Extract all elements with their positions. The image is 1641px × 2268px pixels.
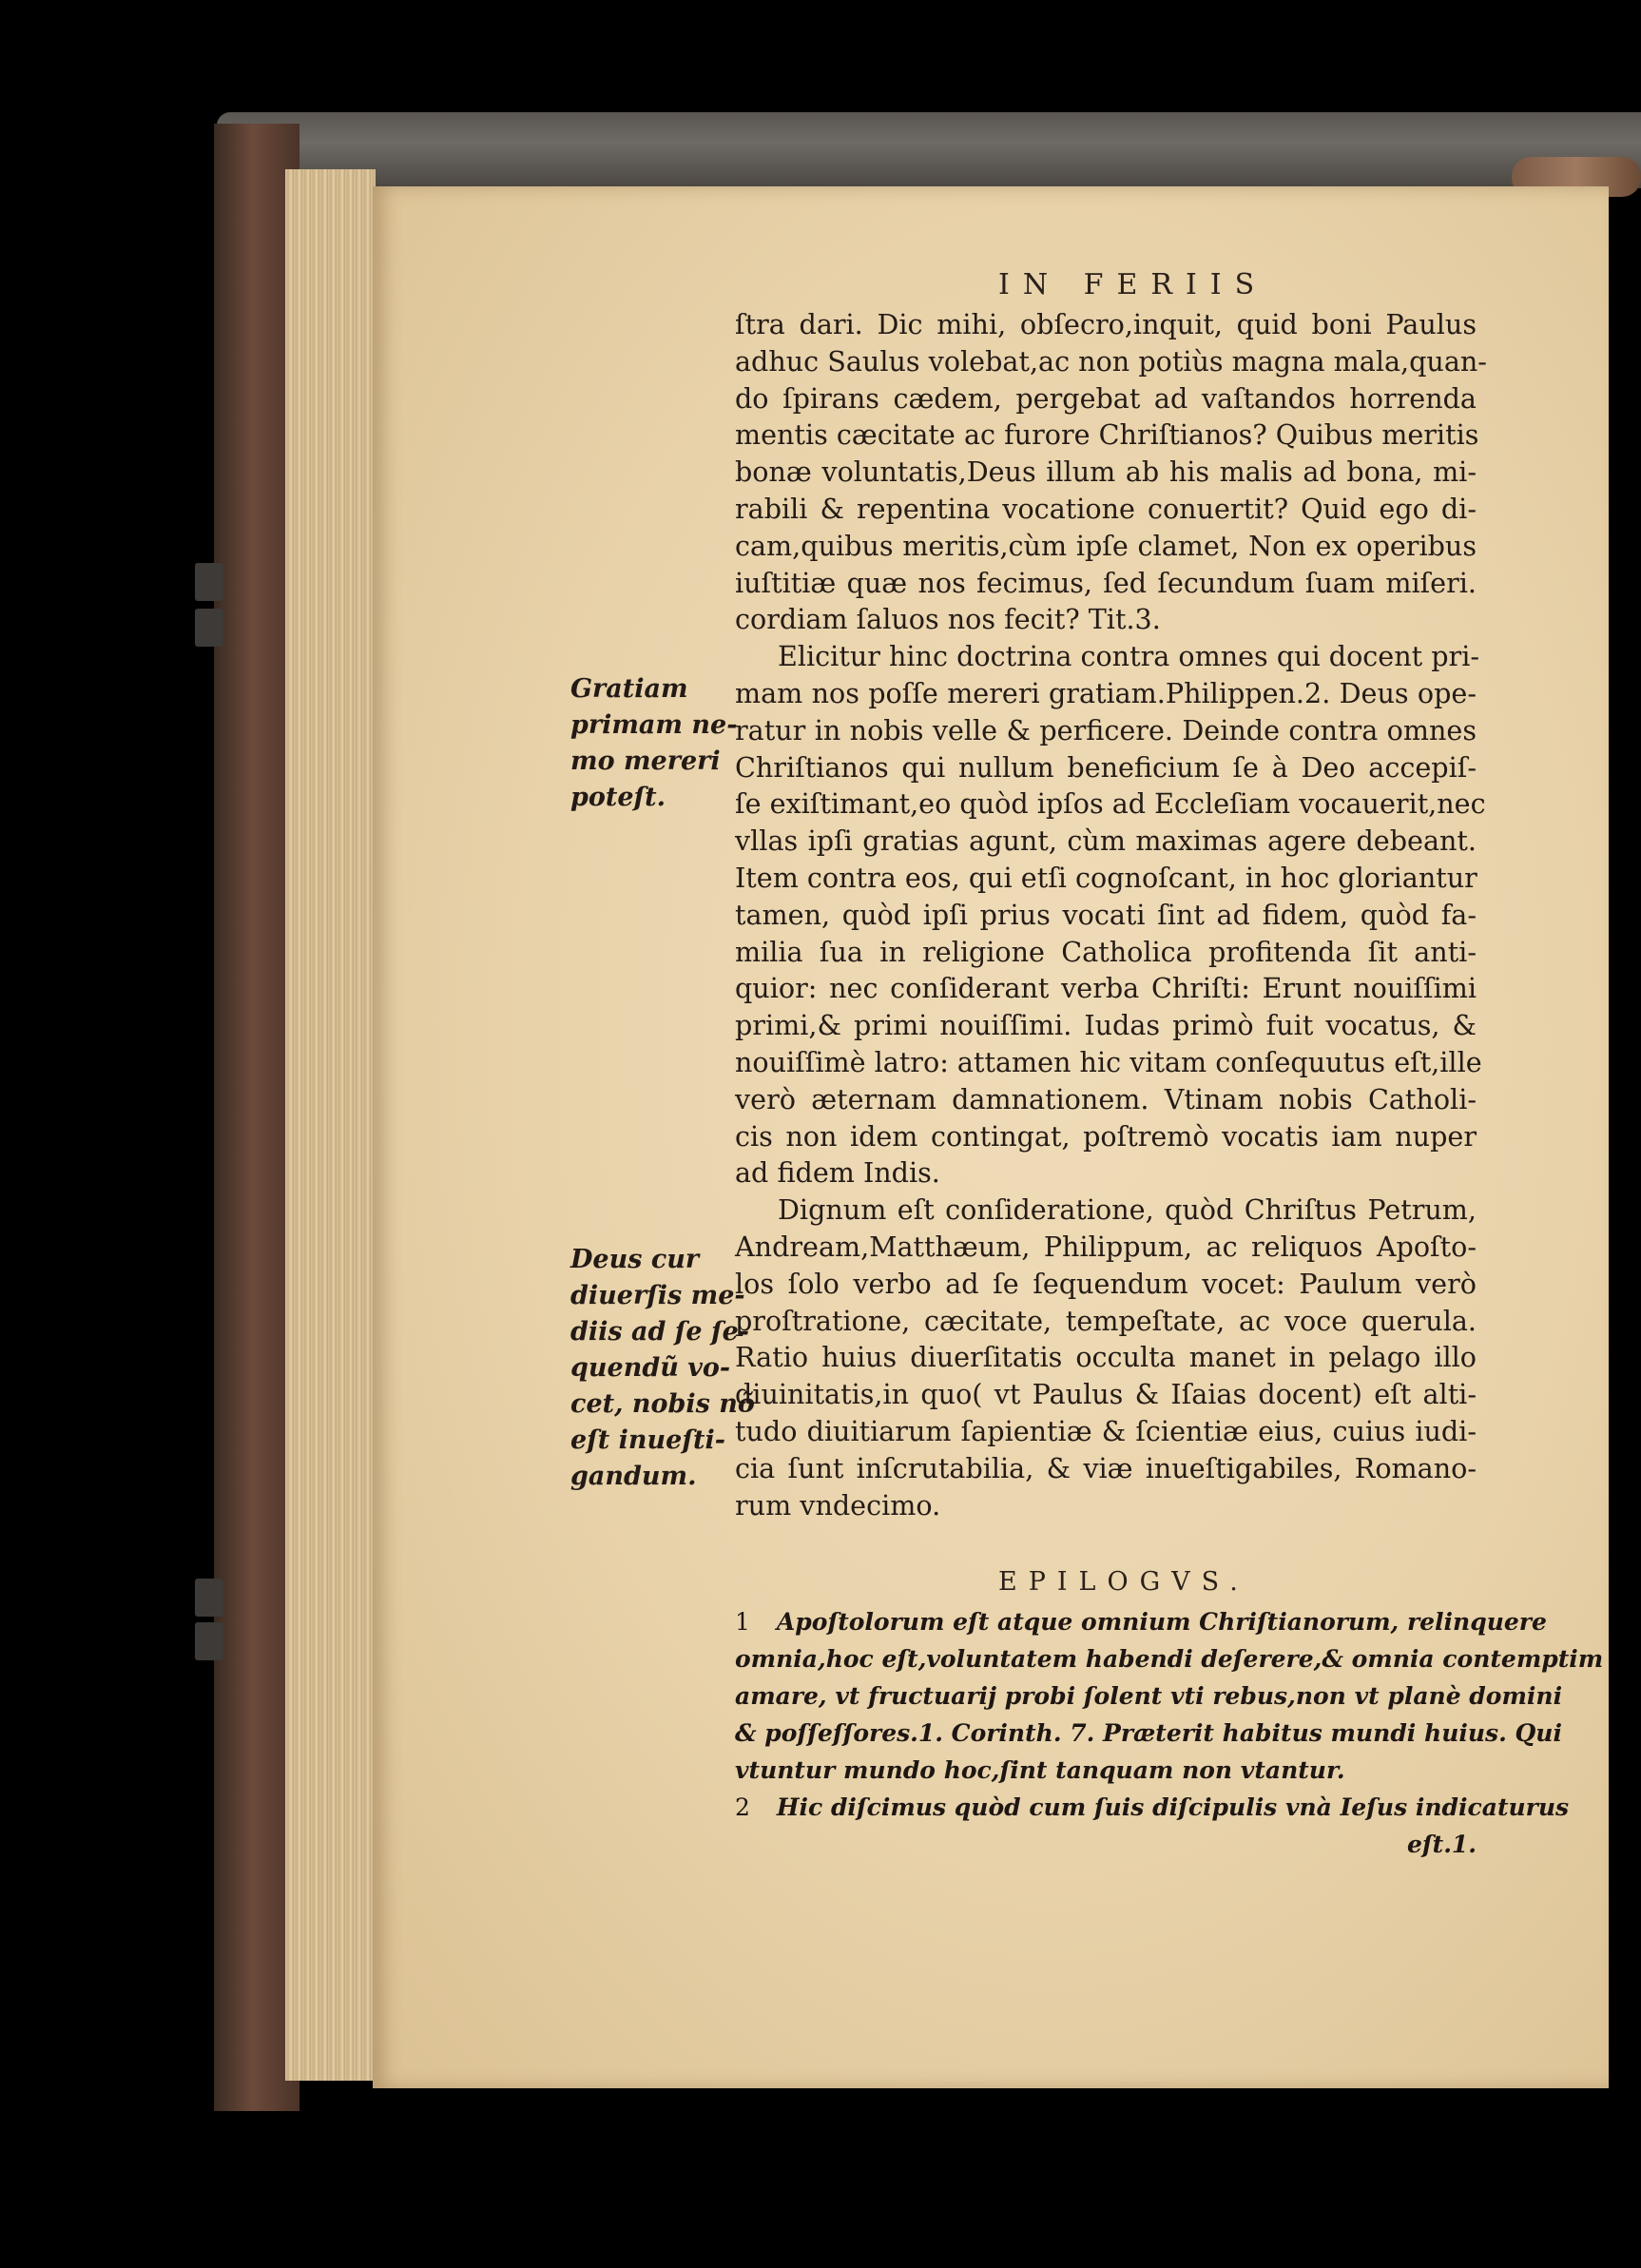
marginal-note xyxy=(570,671,738,816)
text-line: verò æternam damnationem. Vtinam nobis Catholi- xyxy=(735,1082,1477,1115)
paragraph xyxy=(735,306,1487,638)
marginal-line: primam ne- xyxy=(570,710,738,740)
epilogue-item xyxy=(735,1603,1604,1789)
marginal-line: Gratiam xyxy=(570,674,688,704)
epilogue-number: 1 xyxy=(735,1608,750,1636)
marginal-line: poteſt. xyxy=(570,783,666,812)
text-line: adhuc Saulus volebat,ac non potiùs magna mala,quan- xyxy=(735,344,1487,378)
text-line: tamen, quòd ipſi prius vocati ſint ad fidem, quòd fa- xyxy=(735,898,1477,931)
text-line: milia ſua in religione Catholica profitenda ſit anti- xyxy=(735,935,1477,968)
spine-tie xyxy=(195,609,223,647)
marginal-line: mo mereri xyxy=(570,746,721,776)
marginal-line: Deus cur xyxy=(570,1245,700,1274)
text-line: ſe exiſtimant,eo quòd ipſos ad Eccleſiam vocauerit,nec xyxy=(735,787,1486,821)
text-line: iuſtitiæ quæ nos fecimus, ſed ſecundum ſuam miſeri. xyxy=(735,566,1477,599)
text-line: ſtra dari. Dic mihi, obſecro,inquit, quid boni Paulus xyxy=(735,308,1477,340)
epilogue-title: EPILOGVS. xyxy=(998,1567,1249,1597)
epilogue-text: Apoſtolorum eſt atque omnium Chriſtianorum, relinquere xyxy=(776,1608,1547,1636)
epilogue-line: & poſſeſſores.1. Corinth. 7. Præterit habitus mundi huius. Qui xyxy=(735,1719,1562,1747)
marginal-line: quendũ vo- xyxy=(570,1353,731,1383)
epilogue-line xyxy=(735,1789,1570,1826)
epilogue-number: 2 xyxy=(735,1793,750,1821)
text-line: bonæ voluntatis,Deus illum ab his malis ad bona, mi- xyxy=(735,456,1477,489)
paragraph xyxy=(735,638,1486,1192)
text-line: cis non idem contingat, poſtremò vocatis iam nuper xyxy=(735,1119,1477,1153)
epilogue-line: amare, vt fructuarij probi ſolent vti rebus,non vt planè domini xyxy=(735,1682,1563,1710)
epilogue-line: vtuntur mundo hoc,ſint tanquam non vtantur. xyxy=(735,1756,1345,1784)
marginal-line: gandum. xyxy=(570,1462,697,1491)
book-cover-top-edge xyxy=(217,112,1641,188)
marginal-line: eſt inueſti- xyxy=(570,1425,725,1455)
epilogue-line xyxy=(735,1603,1547,1640)
text-line: vllas ipſi gratias agunt, cùm maximas agere debeant. xyxy=(735,824,1477,858)
marginal-line: cet, nobis nõ xyxy=(570,1389,755,1419)
epilogue-text: Hic diſcimus quòd cum ſuis diſcipulis vnà Ieſus indicaturus xyxy=(776,1793,1570,1821)
text-line: ratur in nobis velle & perficere. Deinde contra omnes xyxy=(735,713,1477,746)
text-line: rum vndecimo. xyxy=(735,1488,941,1522)
text-line: cia ſunt inſcrutabilia, & viæ inueſtigabiles, Romano- xyxy=(735,1451,1477,1484)
epilogue xyxy=(735,1603,1604,1863)
text-line: quior: nec conſiderant verba Chriſti: Erunt nouiſſimi xyxy=(735,972,1477,1005)
spine-tie xyxy=(195,1622,223,1660)
marginal-line: diis ad ſe ſe- xyxy=(570,1317,749,1347)
text-line: cordiam ſaluos nos fecit? Tit.3. xyxy=(735,603,1161,636)
text-line: los ſolo verbo ad ſe ſequendum vocet: Paulum verò xyxy=(735,1267,1477,1300)
text-line: Ratio huius diuerſitatis occulta manet in pelago illo xyxy=(735,1341,1477,1374)
text-line: Chriſtianos qui nullum beneficium ſe à Deo accepiſ- xyxy=(735,750,1477,784)
paragraph xyxy=(735,1192,1477,1523)
text-line: tudo diuitiarum ſapientiæ & ſcientiæ eius, cuius iudi- xyxy=(735,1414,1477,1447)
marginal-note xyxy=(570,1242,755,1495)
text-line: Item contra eos, qui etſi cognoſcant, in hoc gloriantur xyxy=(735,861,1477,894)
page-edges xyxy=(285,169,376,2081)
body-text xyxy=(735,306,1487,1523)
marginal-line: diuerſis me- xyxy=(570,1281,745,1310)
text-line: nouiſſimè latro: attamen hic vitam conſequutus eſt,ille xyxy=(735,1045,1482,1078)
text-line: do ſpirans cædem, pergebat ad vaſtandos horrenda xyxy=(735,381,1477,415)
spine-tie xyxy=(195,563,223,601)
epilogue-item xyxy=(735,1789,1570,1863)
spine-tie xyxy=(195,1579,223,1617)
epilogue-line: eſt.1. xyxy=(1406,1831,1477,1858)
running-head: IN FERIIS xyxy=(998,268,1268,301)
text-line: proſtratione, cæcitate, tempeſtate, ac voce querula. xyxy=(735,1304,1477,1337)
text-line: ad fidem Indis. xyxy=(735,1156,940,1190)
epilogue-line: omnia,hoc eſt,voluntatem habendi deſerere,& omnia contemptim xyxy=(735,1645,1604,1673)
text-line: Andream,Matthæum, Philippum, ac reliquos Apoſto- xyxy=(735,1230,1477,1263)
text-line: cam,quibus meritis,cùm ipſe clamet, Non ex operibus xyxy=(735,529,1477,562)
text-line: mentis cæcitate ac furore Chriſtianos? Quibus meritis xyxy=(735,418,1479,452)
text-line: primi,& primi nouiſſimi. Iudas primò fuit vocatus, & xyxy=(735,1009,1477,1042)
text-line: Dignum eſt conſideratione, quòd Chriſtus Petrum, xyxy=(778,1193,1477,1227)
text-line: diuinitatis,in quo( vt Paulus & Iſaias docent) eſt alti- xyxy=(735,1378,1477,1411)
text-line: mam nos poſſe mereri gratiam.Philippen.2. Deus ope- xyxy=(735,676,1477,709)
text-line: rabili & repentina vocatione conuertit? Quid ego di- xyxy=(735,492,1477,525)
text-line: Elicitur hinc doctrina contra omnes qui docent pri- xyxy=(778,640,1480,673)
